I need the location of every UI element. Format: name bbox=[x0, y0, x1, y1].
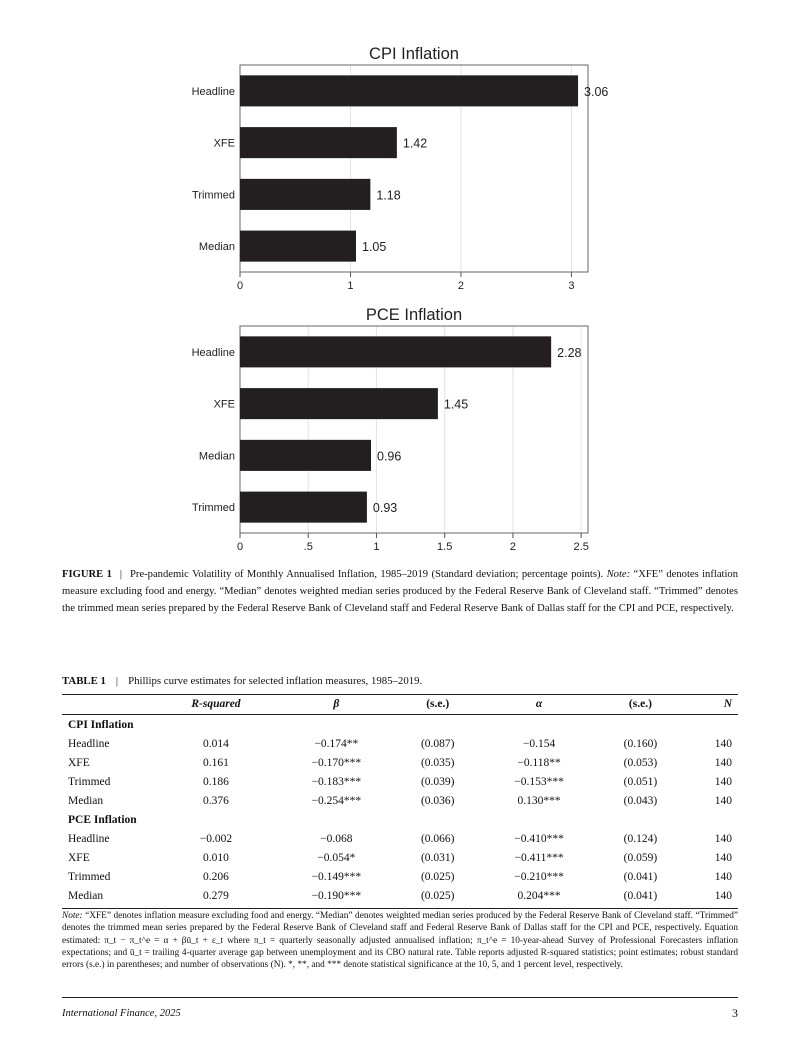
bar bbox=[240, 179, 370, 210]
figure-note-text: “XFE” denotes inflation measure excluding food and energy. “Median” denotes weighted median series produced by the Federal Reserve Bank of Cleveland staff. “Trimmed” denotes the trimmed mean series prepared by the Federal Reserve Bank of Cleveland staff and Federal Reserve Bank of Dallas staff for the CPI and PCE, respectively. bbox=[62, 569, 738, 614]
bar-value-label: 1.05 bbox=[362, 240, 387, 255]
table-cell: Headline bbox=[68, 832, 110, 845]
cpi-chart bbox=[170, 40, 610, 295]
figure-note-label: Note: bbox=[606, 569, 631, 580]
x-tick-label: 3 bbox=[568, 280, 575, 292]
table-cell: (0.053) bbox=[623, 756, 658, 769]
table-cell: −0.174** bbox=[314, 737, 359, 750]
table-cell: (0.160) bbox=[623, 737, 658, 750]
results-table bbox=[62, 694, 738, 909]
bar-value-label: 1.45 bbox=[443, 397, 469, 412]
bar-value-label: 3.06 bbox=[584, 84, 609, 99]
table-cell: −0.254*** bbox=[311, 794, 362, 807]
table-cell: −0.154 bbox=[522, 737, 556, 750]
table-cell: XFE bbox=[68, 851, 90, 864]
x-tick-label: 1.5 bbox=[437, 541, 453, 553]
bar bbox=[240, 492, 367, 523]
table-header-se-alpha: (s.e.) bbox=[600, 695, 682, 715]
table-header-se-beta: (s.e.) bbox=[397, 695, 479, 715]
table-cell: Trimmed bbox=[68, 775, 111, 788]
table-row bbox=[62, 829, 738, 848]
table-header-beta: β bbox=[276, 695, 397, 715]
table-header-alpha: α bbox=[479, 695, 600, 715]
table-cell: 0.130*** bbox=[517, 794, 561, 807]
category-label: Trimmed bbox=[192, 189, 235, 202]
table-cell: −0.410*** bbox=[514, 832, 564, 845]
category-label: Trimmed bbox=[192, 502, 235, 515]
bar-value-label: 0.96 bbox=[377, 449, 402, 464]
x-tick-label: 2 bbox=[509, 541, 517, 553]
bar bbox=[240, 231, 356, 262]
bar bbox=[240, 336, 551, 367]
x-tick-label: 0 bbox=[236, 280, 244, 292]
table-row bbox=[62, 753, 738, 772]
table-cell: (0.039) bbox=[420, 775, 455, 788]
table-cell: −0.411*** bbox=[514, 851, 564, 864]
table-cell: −0.153*** bbox=[514, 775, 564, 788]
table-note-text: “XFE” denotes inflation measure excluding food and energy. “Median” denotes weighted median series produced by the Federal Reserve Bank of Cleveland staff. “Trimmed” denotes the trimmed mean series prepared by the Federal Reserve Bank of Cleveland staff and Federal Reserve Bank of Dallas staff for the CPI and PCE, respectively. Equation estimated: π_t − π_t^e = α + βū_t + ε_t where π_t = quarterly seasonally adjusted annualised inflation; π_t^e = 10-year-ahead Survey of Professional Forecasters inflation expectations; and ū_t = trailing 4-quarter average gap between unemployment and its CBO natural rate. Table reports adjusted R-squared statistics; point estimates; robust standard errors (s.e.) in parentheses; and number of observations (N). *, **, and *** denote statistical significance at the 10, 5, and 1 percent level, respectively. bbox=[62, 911, 738, 971]
x-tick-label: 2.5 bbox=[573, 541, 589, 553]
table-cell: (0.036) bbox=[420, 794, 455, 807]
table-cell: 140 bbox=[714, 794, 732, 807]
table-cell: (0.043) bbox=[623, 794, 658, 807]
bar bbox=[240, 127, 397, 158]
bar bbox=[240, 440, 371, 471]
table-cell: 140 bbox=[714, 756, 732, 769]
table-separator: | bbox=[115, 675, 119, 687]
table-cell: (0.041) bbox=[623, 870, 658, 883]
table-cell: −0.183*** bbox=[311, 775, 362, 788]
table-cell: (0.051) bbox=[623, 775, 658, 788]
bar bbox=[240, 75, 578, 106]
table-cell: −0.054* bbox=[317, 851, 356, 864]
category-label: Headline bbox=[191, 346, 235, 359]
table-cell: −0.118** bbox=[517, 756, 561, 769]
x-tick-label: 0 bbox=[236, 541, 244, 553]
table-header-row bbox=[62, 695, 738, 715]
table-cell: −0.190*** bbox=[276, 886, 397, 909]
chart-title: PCE Inflation bbox=[365, 306, 463, 324]
category-label: XFE bbox=[213, 137, 235, 150]
table-cell: 140 bbox=[681, 886, 738, 909]
category-label: XFE bbox=[213, 398, 235, 411]
category-label: Median bbox=[198, 450, 235, 463]
table-cell: (0.124) bbox=[623, 832, 658, 845]
table-cell: (0.087) bbox=[420, 737, 455, 750]
table-group-row bbox=[62, 715, 738, 735]
bar bbox=[240, 388, 438, 419]
table-header-n: N bbox=[681, 695, 738, 715]
table-cell: (0.041) bbox=[600, 886, 682, 909]
table-row bbox=[62, 791, 738, 810]
table-cell: 0.206 bbox=[203, 870, 229, 883]
table-row bbox=[62, 886, 738, 909]
table-cell: (0.025) bbox=[420, 870, 455, 883]
table-cell: −0.210*** bbox=[514, 870, 564, 883]
table-row bbox=[62, 867, 738, 886]
figure-separator: | bbox=[119, 569, 123, 580]
figure-caption bbox=[62, 566, 738, 617]
table-cell: −0.068 bbox=[320, 832, 353, 845]
footer-page-number: 3 bbox=[732, 1006, 738, 1020]
table-cell: −0.002 bbox=[199, 832, 233, 845]
table-header-rsquared: R-squared bbox=[156, 695, 276, 715]
x-tick-label: 1 bbox=[373, 541, 380, 553]
table-cell: Median bbox=[62, 886, 156, 909]
x-tick-label: 2 bbox=[457, 280, 465, 292]
table-cell: 140 bbox=[714, 832, 732, 845]
table-cell: Headline bbox=[68, 737, 110, 750]
table-cell: (0.031) bbox=[420, 851, 455, 864]
table-cell: XFE bbox=[68, 756, 90, 769]
footer-journal: International Finance, 2025 bbox=[62, 1008, 181, 1019]
table-cell: 0.014 bbox=[203, 737, 229, 750]
pce-chart bbox=[170, 301, 610, 556]
table-row bbox=[62, 772, 738, 791]
table-cell: −0.170*** bbox=[311, 756, 362, 769]
table-cell: −0.149*** bbox=[311, 870, 362, 883]
bar-value-label: 2.28 bbox=[557, 345, 582, 360]
table-cell: 0.010 bbox=[203, 851, 229, 864]
table-row bbox=[62, 734, 738, 753]
bar-value-label: 1.18 bbox=[376, 188, 401, 203]
figure-title: Pre-pandemic Volatility of Monthly Annualised Inflation, 1985–2019 (Standard deviation; percentage points). bbox=[130, 569, 604, 580]
chart-title: CPI Inflation bbox=[369, 45, 459, 63]
bar-value-label: 0.93 bbox=[372, 501, 398, 516]
table-label: TABLE 1 bbox=[62, 675, 106, 687]
table-header-blank bbox=[62, 695, 156, 715]
table-cell: Median bbox=[68, 794, 104, 807]
table-cell: 0.279 bbox=[156, 886, 276, 909]
table-group-label: CPI Inflation bbox=[68, 718, 134, 731]
table-group-row bbox=[62, 810, 738, 829]
table-title bbox=[62, 675, 422, 687]
bar-value-label: 1.42 bbox=[402, 136, 428, 151]
table-cell: 0.161 bbox=[203, 756, 229, 769]
table-group-label: PCE Inflation bbox=[68, 813, 137, 826]
footer-rule bbox=[62, 997, 738, 998]
table-note bbox=[62, 910, 738, 971]
table-note-label: Note: bbox=[62, 911, 83, 921]
x-tick-label: .5 bbox=[303, 541, 313, 553]
table-cell: 140 bbox=[714, 851, 732, 864]
table-title-text: Phillips curve estimates for selected inflation measures, 1985–2019. bbox=[128, 675, 423, 687]
category-label: Median bbox=[198, 241, 235, 254]
table-cell: (0.035) bbox=[420, 756, 455, 769]
table-row bbox=[62, 848, 738, 867]
table-cell: (0.059) bbox=[623, 851, 658, 864]
category-label: Headline bbox=[191, 85, 235, 98]
x-tick-label: 1 bbox=[347, 280, 354, 292]
table-cell: Trimmed bbox=[68, 870, 111, 883]
table-cell: 140 bbox=[714, 737, 732, 750]
table-cell: 140 bbox=[714, 870, 732, 883]
figure-label: FIGURE 1 bbox=[62, 569, 112, 580]
table-cell: 140 bbox=[714, 775, 732, 788]
table-cell: (0.066) bbox=[420, 832, 455, 845]
table-cell: 0.204*** bbox=[479, 886, 600, 909]
table-cell: 0.376 bbox=[203, 794, 229, 807]
table-cell: (0.025) bbox=[397, 886, 479, 909]
table-cell: 0.186 bbox=[203, 775, 229, 788]
